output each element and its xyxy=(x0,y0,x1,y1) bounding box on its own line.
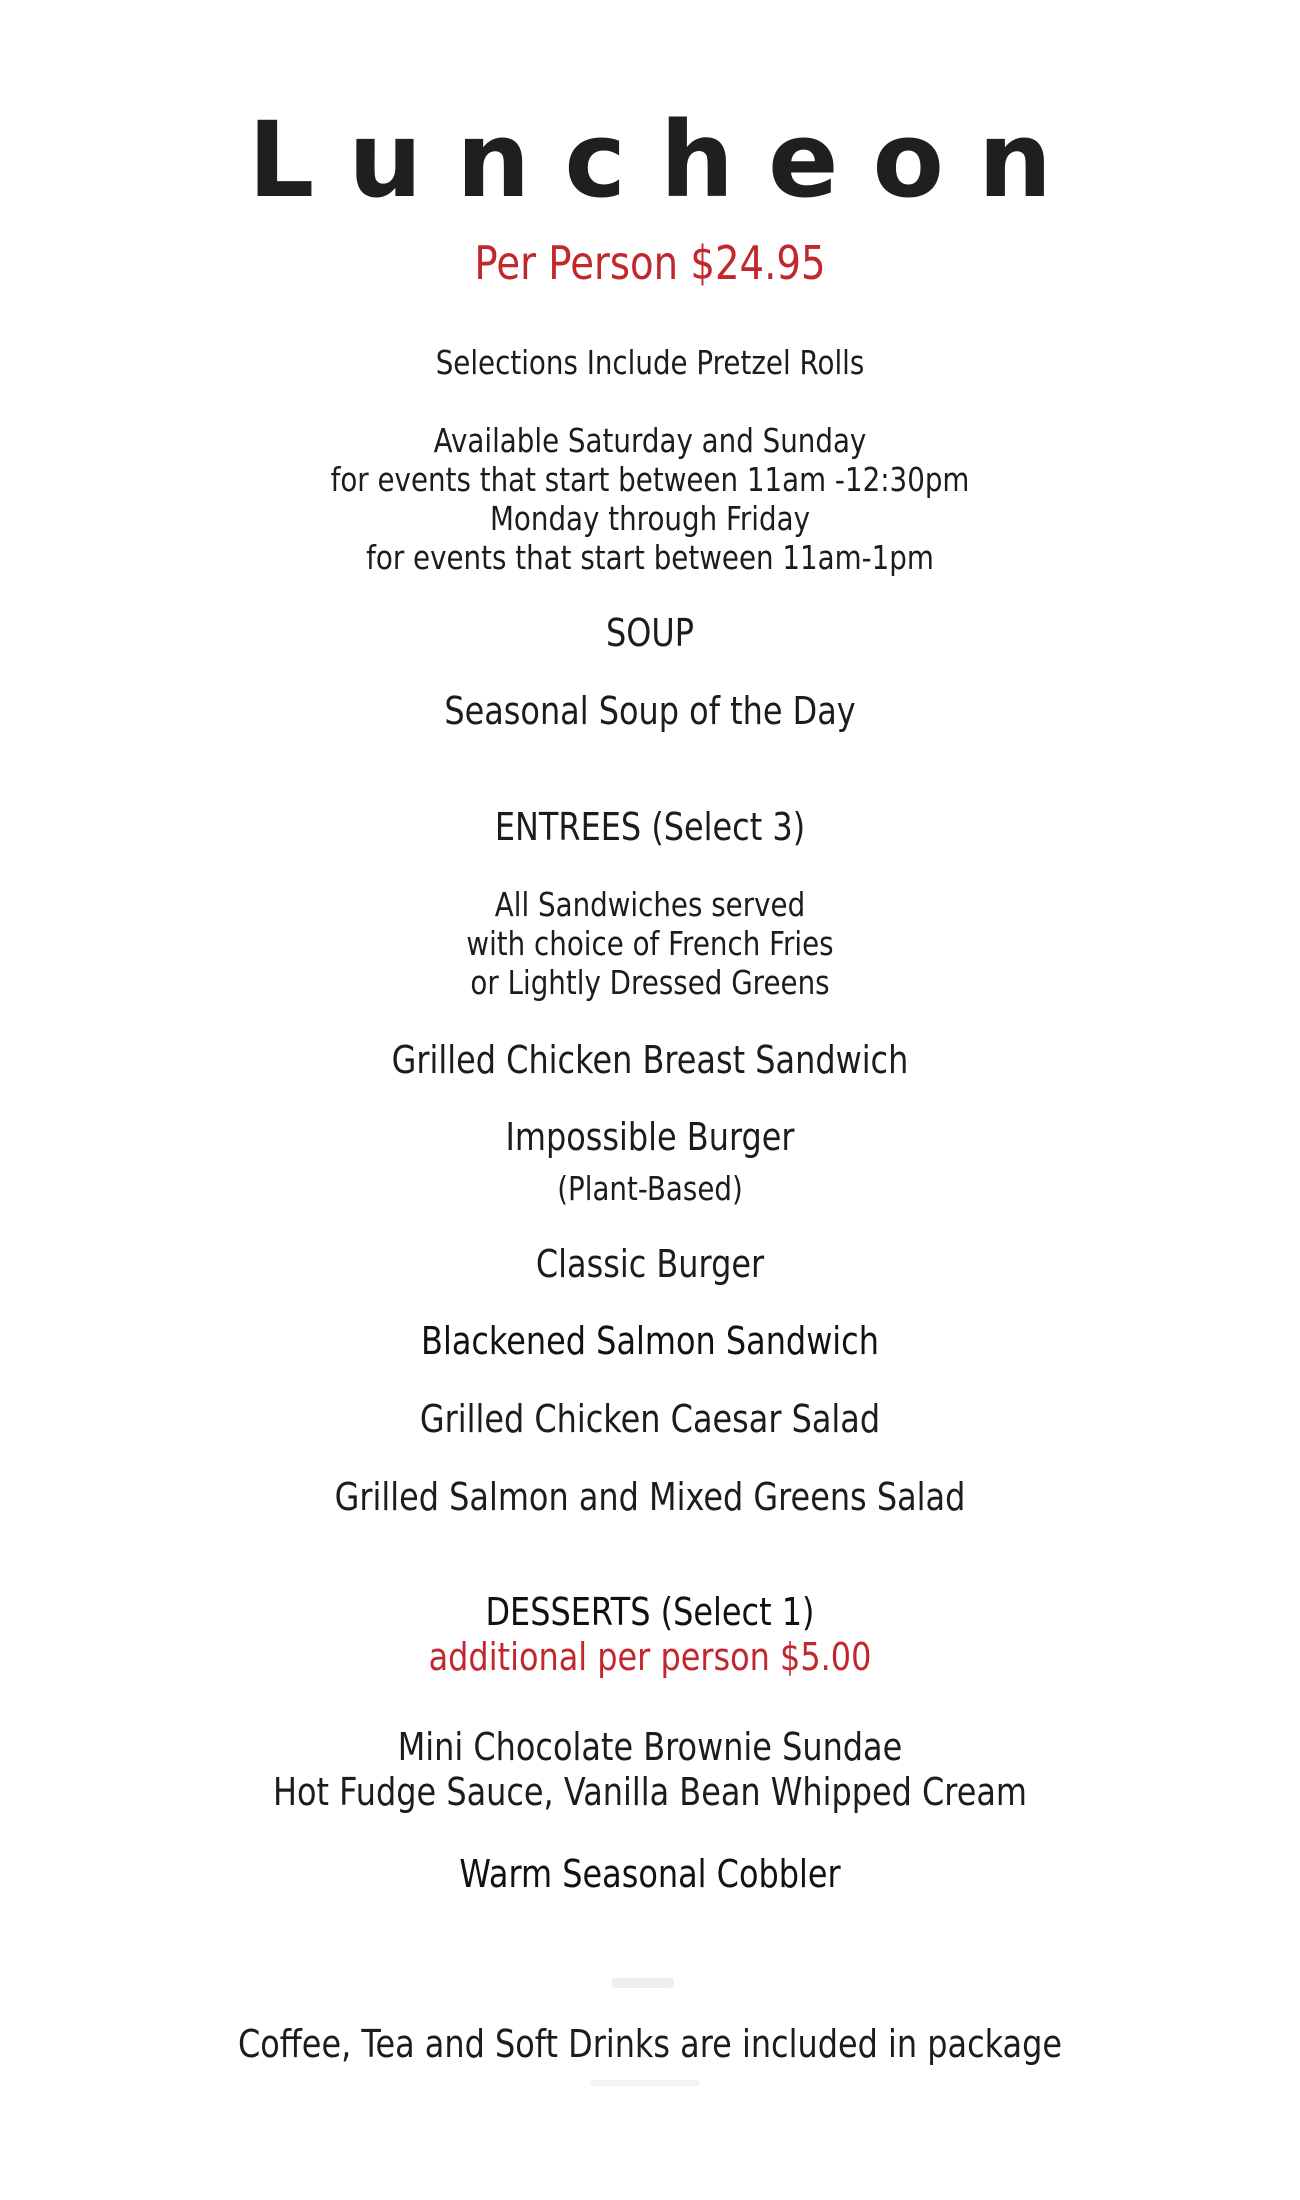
availability-line: Available Saturday and Sunday xyxy=(433,421,867,460)
menu-title: Luncheon xyxy=(247,99,1087,221)
entrees-note-line: with choice of French Fries xyxy=(466,924,834,963)
availability-line: for events that start between 11am-1pm xyxy=(366,538,934,577)
menu-item: Grilled Chicken Breast Sandwich xyxy=(391,1038,909,1082)
menu-item: Impossible Burger xyxy=(505,1115,795,1159)
desserts-price-note: additional per person $5.00 xyxy=(428,1635,872,1679)
menu-item: Warm Seasonal Cobbler xyxy=(459,1852,841,1896)
menu-price: Per Person $24.95 xyxy=(474,236,826,290)
includes-note: Selections Include Pretzel Rolls xyxy=(435,343,865,382)
desserts-heading: DESSERTS (Select 1) xyxy=(485,1590,815,1634)
entrees-note-line: All Sandwiches served xyxy=(494,885,806,924)
menu-item: Grilled Chicken Caesar Salad xyxy=(419,1397,881,1441)
faint-mark xyxy=(590,2080,700,2086)
faint-mark xyxy=(612,1978,674,1988)
menu-item: Mini Chocolate Brownie Sundae xyxy=(397,1725,903,1769)
menu-item-note: (Plant-Based) xyxy=(557,1169,743,1208)
menu-item: Grilled Salmon and Mixed Greens Salad xyxy=(334,1475,966,1519)
entrees-heading: ENTREES (Select 3) xyxy=(494,805,806,849)
menu-item: Seasonal Soup of the Day xyxy=(444,689,856,733)
menu-item: Blackened Salmon Sandwich xyxy=(421,1319,879,1363)
menu-item: Classic Burger xyxy=(535,1242,765,1286)
footer-note: Coffee, Tea and Soft Drinks are included in package xyxy=(237,2022,1063,2066)
menu-item-note: Hot Fudge Sauce, Vanilla Bean Whipped Cream xyxy=(272,1770,1028,1814)
soup-heading: SOUP xyxy=(605,611,694,655)
availability-line: for events that start between 11am -12:30pm xyxy=(330,460,970,499)
entrees-note-line: or Lightly Dressed Greens xyxy=(470,963,830,1002)
availability-line: Monday through Friday xyxy=(490,499,810,538)
